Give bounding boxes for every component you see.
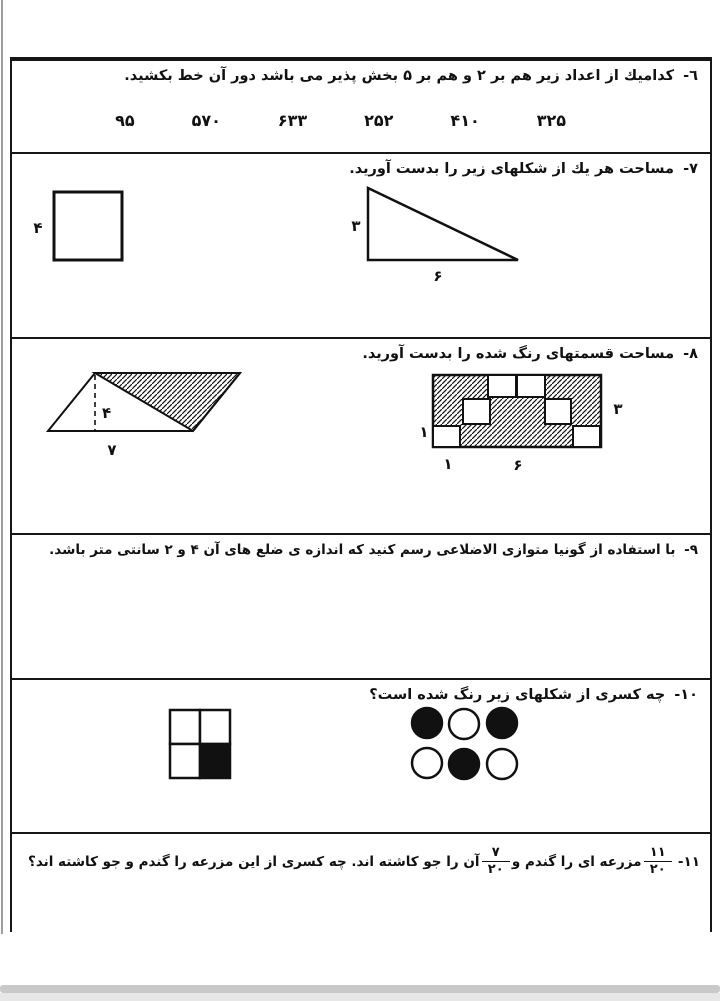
triangle-base-label: ۶ <box>433 267 443 285</box>
question-7-text: مساحت هر يك از شكلهای زير را بدست آوريد. <box>349 161 675 177</box>
square-side-label: ۴ <box>33 219 43 237</box>
question-10-text: چه كسری از شكلهای زير رنگ شده است؟ <box>369 687 666 703</box>
question-8-text: مساحت قسمتهای رنگ شده را بدست آوريد. <box>362 346 675 362</box>
number-option: ۹۵ <box>115 111 135 130</box>
question-10-number: ١٠- <box>674 687 698 703</box>
question-8-number: ٨- <box>683 346 698 362</box>
question-11-box <box>10 832 712 932</box>
white-square <box>488 375 516 397</box>
number-option: ۶۳۳ <box>277 111 308 130</box>
fraction-denominator: ۲۰ <box>644 861 672 878</box>
barley-fraction <box>482 846 510 878</box>
page-bottom-shadow-light <box>0 993 720 1001</box>
question-8-figure <box>12 339 710 533</box>
circle-shape <box>412 748 442 778</box>
question-11-text-between: مزرعه ای را گندم و <box>511 853 642 870</box>
white-square <box>463 399 490 424</box>
question-6-text: كداميك از اعداد زير هم بر ۲ و هم بر ۵ بخش پذير می باشد دور آن خط بكشيد. <box>124 68 675 84</box>
white-square <box>433 426 460 447</box>
grid-cell <box>170 744 200 778</box>
question-6-number: ٦- <box>683 68 698 84</box>
triangle-height-label: ۳ <box>351 217 361 235</box>
parallelogram-hatched-triangle <box>95 373 240 431</box>
square-shape <box>54 192 122 260</box>
question-10-box <box>10 678 712 834</box>
question-10-figure <box>12 680 710 832</box>
question-11-number: ١١- <box>677 853 700 870</box>
page-bottom-shadow <box>0 985 720 993</box>
question-8-box <box>10 337 712 535</box>
question-11-line <box>28 846 700 878</box>
rectangle-bottom-width-label: ۶ <box>513 456 523 474</box>
white-square <box>517 375 545 397</box>
question-6-header <box>20 68 698 84</box>
question-7-number: ٧- <box>683 161 698 177</box>
parallelogram-height-label: ۴ <box>102 404 112 422</box>
circle-shape <box>412 708 442 738</box>
number-option: ۵۷۰ <box>191 111 221 130</box>
question-6-number-options <box>115 111 566 130</box>
fraction-denominator: ۲۰ <box>482 861 510 878</box>
question-9-text: با استفاده از گونيا متوازی الاضلاعی رسم كنيد كه اندازه ی ضلع های آن ۴ و ۲ سانتی متر باشد. <box>49 542 676 558</box>
wheat-fraction <box>644 846 672 878</box>
question-7-box <box>10 152 712 339</box>
circle-shape <box>487 708 517 738</box>
fraction-numerator: ۷ <box>491 845 500 860</box>
question-9-header <box>20 542 698 558</box>
circle-shape <box>449 709 479 739</box>
number-option: ۴۱۰ <box>450 111 480 130</box>
white-square <box>573 426 600 447</box>
triangle-shape <box>368 188 518 260</box>
rectangle-left-unit-label: ۱ <box>419 423 429 441</box>
number-option: ۳۲۵ <box>536 111 566 130</box>
rectangle-height-label: ۳ <box>613 400 623 418</box>
grid-cell <box>200 710 230 744</box>
circle-shape <box>449 749 479 779</box>
question-9-box <box>10 533 712 680</box>
question-7-figure <box>12 154 710 337</box>
rectangle-bottom-unit-label: ۱ <box>443 455 453 473</box>
question-9-number: ٩- <box>684 542 698 558</box>
circle-shape <box>487 749 517 779</box>
grid-cell <box>200 744 230 778</box>
parallelogram-base-label: ۷ <box>107 441 117 459</box>
page-left-edge <box>1 0 3 934</box>
fraction-numerator: ۱۱ <box>649 845 666 860</box>
white-square <box>545 399 571 424</box>
number-option: ۲۵۲ <box>364 111 394 130</box>
grid-cell <box>170 710 200 744</box>
question-6-box <box>10 57 712 154</box>
question-11-text-after: آن را جو كاشته اند. چه كسری از اين مزرعه را گندم و جو كاشته اند؟ <box>28 853 480 870</box>
